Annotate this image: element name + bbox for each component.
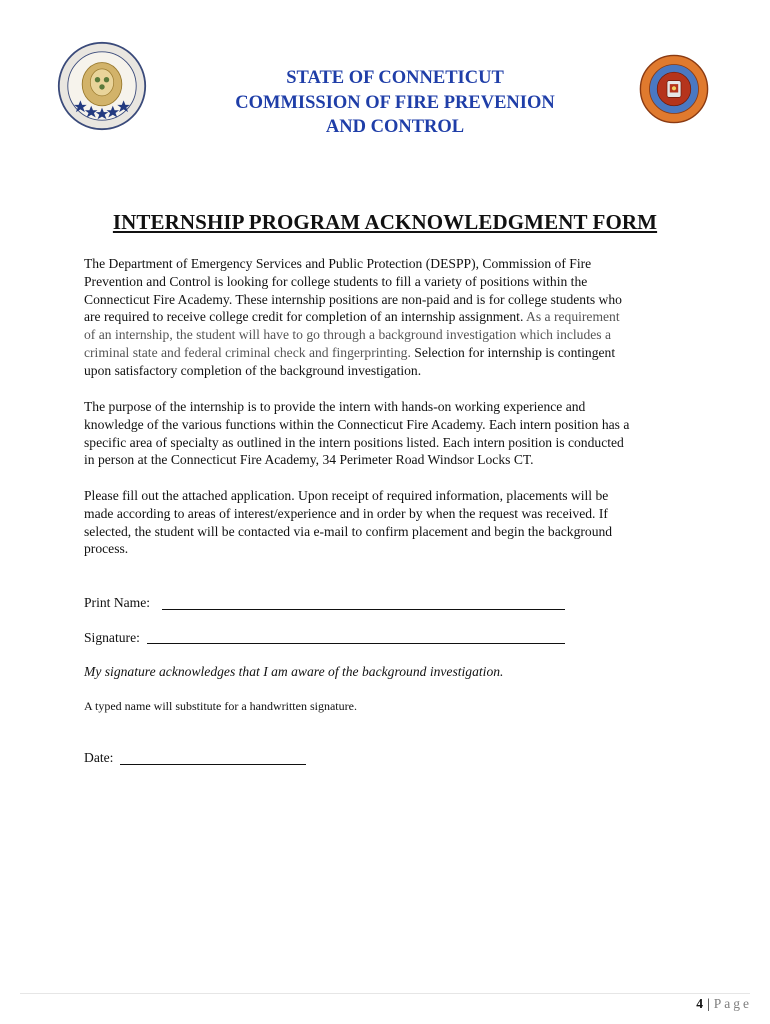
typed-name-note: A typed name will substitute for a handwritten signature.	[84, 699, 357, 713]
paragraph-text: Selection for internship is contingent	[410, 344, 616, 360]
despp-seal-icon	[57, 41, 147, 131]
signature-field[interactable]	[147, 643, 565, 644]
paragraph-muted-line: of an internship, the student will have to go through a background investigation which includes a	[84, 327, 612, 343]
footer-divider	[20, 993, 750, 994]
page-word: Page	[713, 996, 752, 1011]
paragraph-line: upon satisfactory completion of the background investigation.	[84, 362, 422, 378]
header-line-3: AND CONTROL	[325, 117, 465, 137]
paragraph-line: in person at the Connecticut Fire Academy, 34 Perimeter Road Windsor Locks CT.	[84, 452, 534, 468]
paragraph-text: are required to receive college credit for completion of an internship assignment.	[84, 309, 524, 325]
fire-academy-seal-icon	[639, 54, 709, 124]
signature-label: Signature:	[84, 630, 140, 645]
print-name-field[interactable]	[162, 609, 565, 610]
header-line-1: STATE OF CONNETICUT	[286, 68, 504, 88]
agency-header	[190, 66, 600, 140]
page-footer	[696, 996, 752, 1012]
print-name-label: Print Name:	[84, 595, 151, 610]
paragraph-line: selected, the student will be contacted via e-mail to confirm placement and begin the background	[84, 523, 613, 539]
paragraph-line: Please fill out the attached application. Upon receipt of required information, placements will be	[84, 488, 609, 503]
paragraph-line	[84, 308, 704, 326]
paragraph-line	[84, 344, 704, 362]
paragraph-line: made according to areas of interest/experience and in order by when the request was received. If	[84, 505, 608, 521]
header-line-2: COMMISSION OF FIRE PREVENION	[235, 92, 555, 113]
paragraph-line: The purpose of the internship is to provide the intern with hands-on working experience and	[84, 399, 586, 414]
paragraph-muted-text: criminal state and federal criminal check and fingerprinting.	[84, 344, 411, 360]
paragraph-muted-text: As a requirement	[523, 309, 620, 325]
instructions-paragraph	[84, 487, 704, 558]
date-field[interactable]	[120, 764, 306, 765]
purpose-paragraph	[84, 398, 704, 469]
page-separator: |	[707, 996, 710, 1011]
paragraph-line: specific area of specialty as outlined in the intern positions listed. Each intern position is conducted	[84, 434, 624, 450]
date-label: Date:	[84, 750, 114, 765]
intro-paragraph	[84, 255, 704, 380]
form-title: INTERNSHIP PROGRAM ACKNOWLEDGMENT FORM	[112, 210, 658, 234]
paragraph-line: process.	[84, 541, 129, 557]
paragraph-line: Prevention and Control is looking for college students to fill a variety of positions within the	[84, 273, 588, 289]
paragraph-line: The Department of Emergency Services and Public Protection (DESPP), Commission of Fire	[84, 256, 592, 271]
paragraph-line: knowledge of the various functions within the Connecticut Fire Academy. Each intern position has a	[84, 416, 630, 432]
acknowledgment-statement: My signature acknowledges that I am aware of the background investigation.	[84, 664, 504, 679]
page-number: 4	[696, 996, 704, 1011]
paragraph-line: Connecticut Fire Academy. These internship positions are non-paid and is for college students who	[84, 291, 622, 307]
